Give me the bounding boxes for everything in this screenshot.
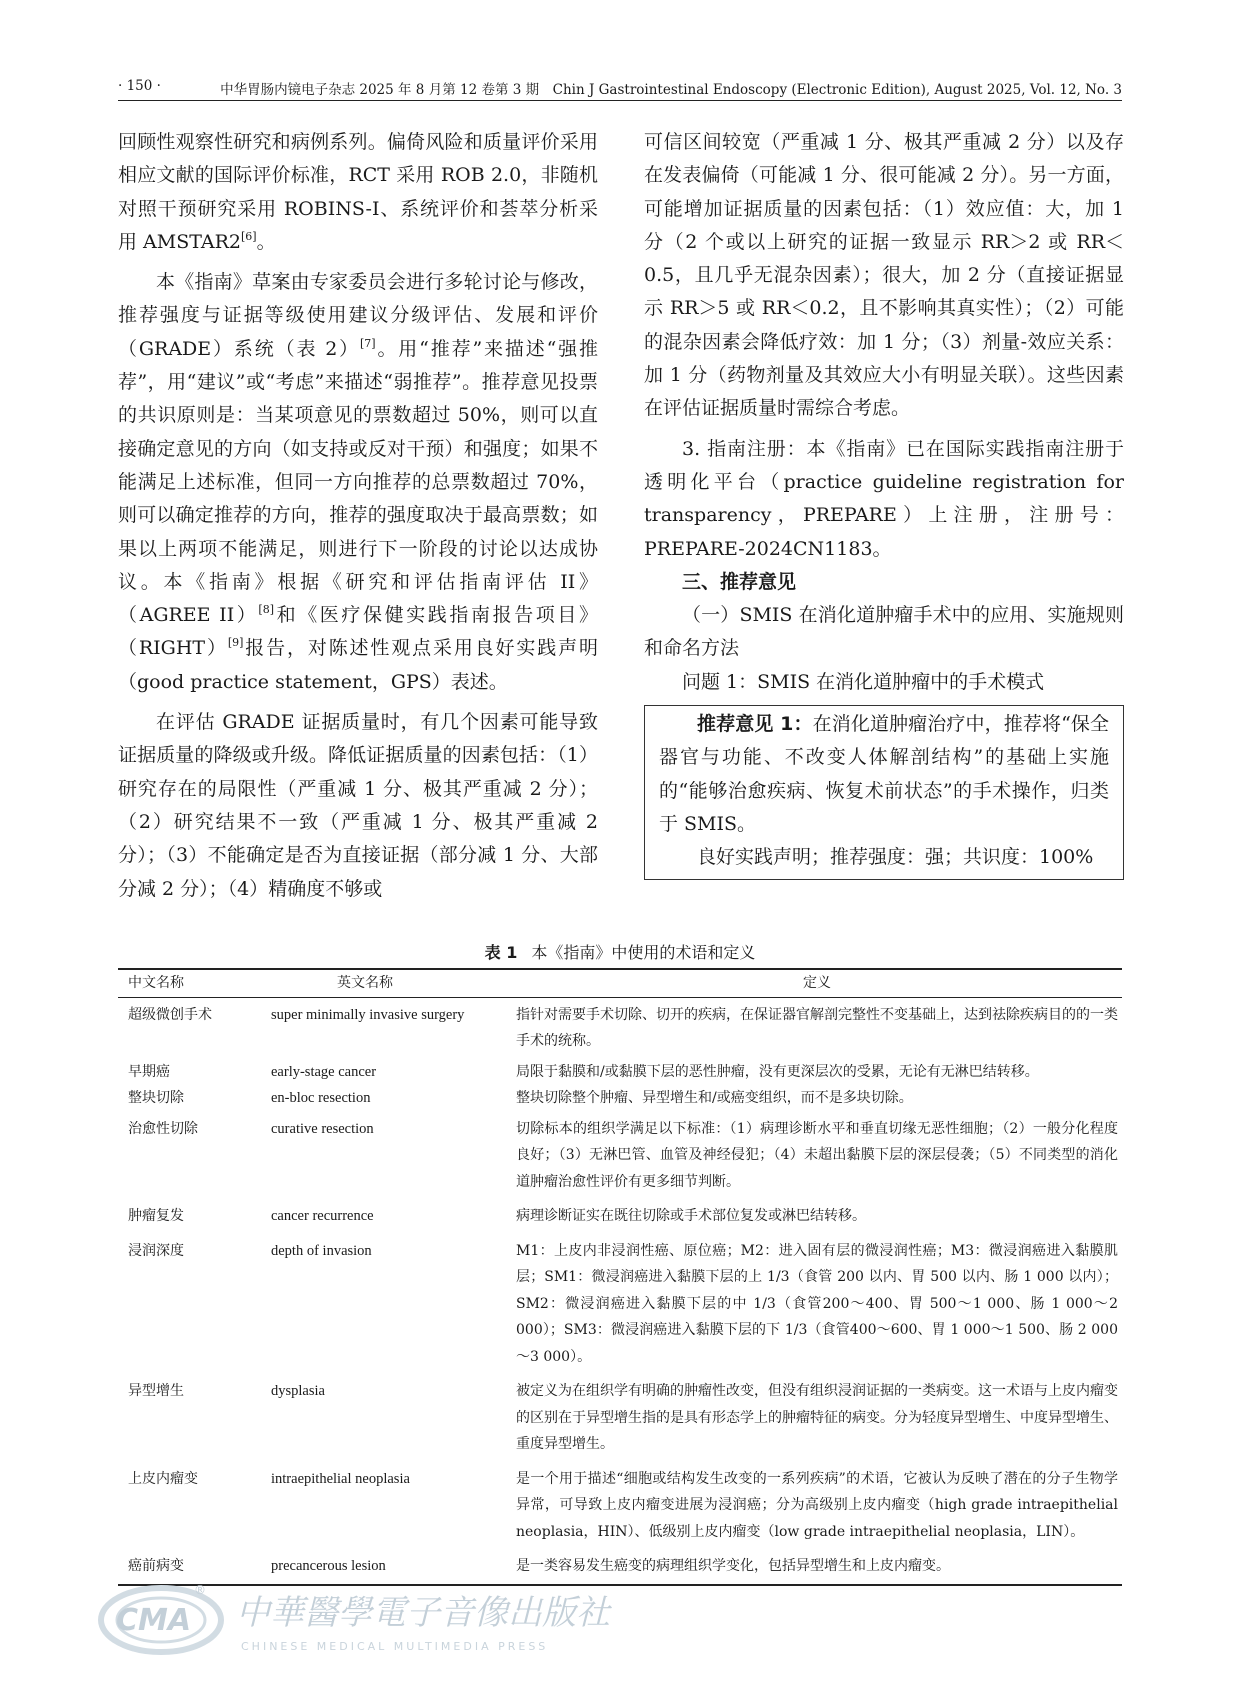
table-row [118,1234,1122,1375]
table-row [118,1112,1122,1200]
page-number: · 150 · [118,78,161,94]
terms-table [118,968,1122,1586]
header-rule [118,100,1122,101]
question-heading: 问题 1：SMIS 在消化道肿瘤中的手术模式 [682,670,1045,693]
term-english: depth of invasion [271,1242,372,1259]
term-definition: 整块切除整个肿瘤、异型增生和/或癌变组织，而不是多块切除。 [516,1090,913,1106]
term-chinese: 癌前病变 [128,1558,184,1574]
term-chinese: 整块切除 [128,1090,184,1106]
publisher-logo [66,1580,966,1660]
term-chinese: 超级微创手术 [128,1006,212,1023]
term-english: curative resection [271,1120,374,1137]
term-chinese: 上皮内瘤变 [128,1470,198,1487]
table-row [118,1085,1122,1112]
term-chinese: 肿瘤复发 [128,1208,184,1224]
subsection-heading: （一）SMIS 在消化道肿瘤手术中的应用、实施规则和命名方法 [644,604,1124,660]
table-row [118,1374,1122,1462]
term-definition: 被定义为在组织学有明确的肿瘤性改变，但没有组织浸润证据的一类病变。这一术语与上皮内瘤变的区别在于异型增生指的是具有形态学上的肿瘤特征的病变。分为轻度异型增生、中度异型增生、重度异型增生。 [516,1383,1118,1452]
table-row [118,1462,1122,1550]
term-english: dysplasia [271,1383,325,1399]
section-heading: 三、推荐意见 [682,570,797,593]
journal-citation: 中华胃肠内镜电子杂志 2025 年 8 月第 12 卷第 3 期 Chin J Gastrointestinal Endoscopy (Electronic Edition), August 2025, Vol. 12, No. 3 [220,82,1122,98]
term-definition: 局限于黏膜和/或黏膜下层的恶性肿瘤，没有更深层次的受累，无论有无淋巴结转移。 [516,1063,1039,1080]
cma-emblem-icon [101,1583,221,1652]
citation-7[interactable]: [7] [360,336,376,350]
term-english: precancerous lesion [271,1558,386,1574]
term-english: early-stage cancer [271,1063,377,1080]
term-definition: 是一类容易发生癌变的病理组织学变化，包括异型增生和上皮内瘤变。 [516,1558,950,1574]
recommendation-box [644,705,1124,879]
table-caption [0,940,1240,963]
term-english: intraepithelial neoplasia [271,1470,410,1487]
recommendation-label: 推荐意见 1： [697,713,813,736]
term-definition: 是一个用于描述“细胞或结构发生改变的一系列疾病”的术语，它被认为反映了潜在的分子生物学异常，可导致上皮内瘤变进展为浸润癌；分为高级别上皮内瘤变（high grade intraepithelial neoplasia，HIN）、低级别上皮内瘤变（low grade intraepithelial neoplasia，LIN）。 [516,1470,1118,1540]
paragraph-registration: 3. 指南注册：本《指南》已在国际实践指南注册于透明化平台（practice guideline registration for transparency，PREPARE）上注册，注册号：PREPARE-2024CN1183。 [644,437,1124,560]
term-definition: 切除标本的组织学满足以下标准：（1）病理诊断水平和垂直切缘无恶性细胞；（2）一般分化程度良好；（3）无淋巴管、血管及神经侵犯；（4）未超出黏膜下层的深层侵袭；（5）不同类型的消化道肿瘤治愈性评价有更多细节判断。 [516,1120,1118,1190]
header-english-name: 英文名称 [337,975,393,991]
table-row [118,997,1122,1059]
table-row [118,1059,1122,1086]
table-row [118,1199,1122,1234]
term-chinese: 治愈性切除 [128,1120,198,1137]
paragraph-consensus: 本《指南》草案由专家委员会进行多轮讨论与修改，推荐强度与证据等级使用建议分级评估、发展和评价（GRADE）系统（表 2）[7]。用“推荐”来描述“强推荐”，用“建议”或“考虑”来描述“弱推荐”。推荐意见投票的共识原则是：当某项意见的票数超过 50%，则可以直接确定意见的方向（如支持或反对干预）和强度；如果不能满足上述标准，但同一方向推荐的总票数超过 70%，则可以确定推荐的方向，推荐的强度取决于最高票数；如果以上两项不能满足，则进行下一阶段的讨论以达成协议。本《指南》根据《研究和评估指南评估 II》（AGREE II）[8]和《医疗保健实践指南报告项目》（RIGHT）[9]报告，对陈述性观点采用良好实践声明（good practice statement，GPS）表述。 [118,271,598,693]
term-chinese: 早期癌 [128,1063,170,1080]
right-column [644,126,1124,880]
header-definition: 定义 [803,975,831,991]
term-chinese: 浸润深度 [128,1242,184,1259]
table-title: 本《指南》中使用的术语和定义 [531,943,756,962]
term-definition: 病理诊断证实在既往切除或手术部位复发或淋巴结转移。 [516,1208,866,1224]
recommendation-text: 在消化道肿瘤治疗中，推荐将“保全器官与功能、不改变人体解剖结构”的基础上实施的“能够治愈疾病、恢复术前状态”的手术操作，归类于 SMIS。 [659,713,1110,835]
logo-text: 中華醫學電子音像出版社 [236,1593,610,1633]
term-definition: M1：上皮内非浸润性癌、原位癌；M2：进入固有层的微浸润性癌；M3：微浸润癌进入黏膜肌层；SM1：微浸润癌进入黏膜下层的上 1/3（食管 200 以内、胃 500 以内、肠 1 000 以内）；SM2：微浸润癌进入黏膜下层的中 1/3（食管200～400、胃 500～1 000、肠 1 000～2 000）；SM3：微浸润癌进入黏膜下层的下 1/3（食管400～600、胃 1 000～1 500、肠 2 000～3 000）。 [516,1242,1118,1365]
citation-8[interactable]: [8] [258,603,274,617]
left-column [118,126,598,906]
running-header [118,78,1122,102]
header-chinese-name: 中文名称 [128,975,184,991]
recommendation-meta: 良好实践声明；推荐强度：强；共识度：100% [697,846,1094,869]
svg-text:®: ® [194,1583,206,1597]
term-english: cancer recurrence [271,1208,374,1224]
logo-sub: CHINESE MEDICAL MULTIMEDIA PRESS [241,1640,549,1653]
paragraph-grade-cont: 可信区间较宽（严重减 1 分、极其严重减 2 分）以及存在发表偏倚（可能减 1 分、很可能减 2 分）。另一方面，可能增加证据质量的因素包括：（1）效应值：大，加 1 分（2 个或以上研究的证据一致显示 RR＞2 或 RR＜0.5，且几乎无混杂因素）；很大，加 2 分（直接证据显示 RR＞5 或 RR＜0.2，且不影响其真实性）；（2）可能的混杂因素会降低疗效：加 1 分；（3）剂量-效应关系：加 1 分（药物剂量及其效应大小有明显关联）。这些因素在评估证据质量时需综合考虑。 [644,131,1124,420]
term-english: super minimally invasive surgery [271,1006,465,1023]
term-definition: 指针对需要手术切除、切开的疾病，在保证器官解剖完整性不变基础上，达到祛除疾病目的的一类手术的统称。 [516,1006,1118,1049]
logo-mark: CMA [116,1603,192,1638]
table-header-row [118,969,1122,997]
term-english: en-bloc resection [271,1090,371,1106]
citation-6[interactable]: [6] [240,229,257,243]
paragraph-methods-end: 回顾性观察性研究和病例系列。偏倚风险和质量评价采用相应文献的国际评价标准，RCT 采用 ROB 2.0，非随机对照干预研究采用 ROBINS-I、系统评价和荟萃分析采用 AMSTAR2[6]。 [118,131,598,253]
citation-9[interactable]: [9] [227,636,244,650]
term-chinese: 异型增生 [128,1383,184,1399]
table-label: 表 1 [484,943,518,962]
paragraph-grade: 在评估 GRADE 证据质量时，有几个因素可能导致证据质量的降级或升级。降低证据质量的因素包括：（1）研究存在的局限性（严重减 1 分、极其严重减 2 分）；（2）研究结果不一致（严重减 1 分、极其严重减 2 分）；（3）不能确定是否为直接证据（部分减 1 分、大部分减 2 分）；（4）精确度不够或 [118,711,598,900]
